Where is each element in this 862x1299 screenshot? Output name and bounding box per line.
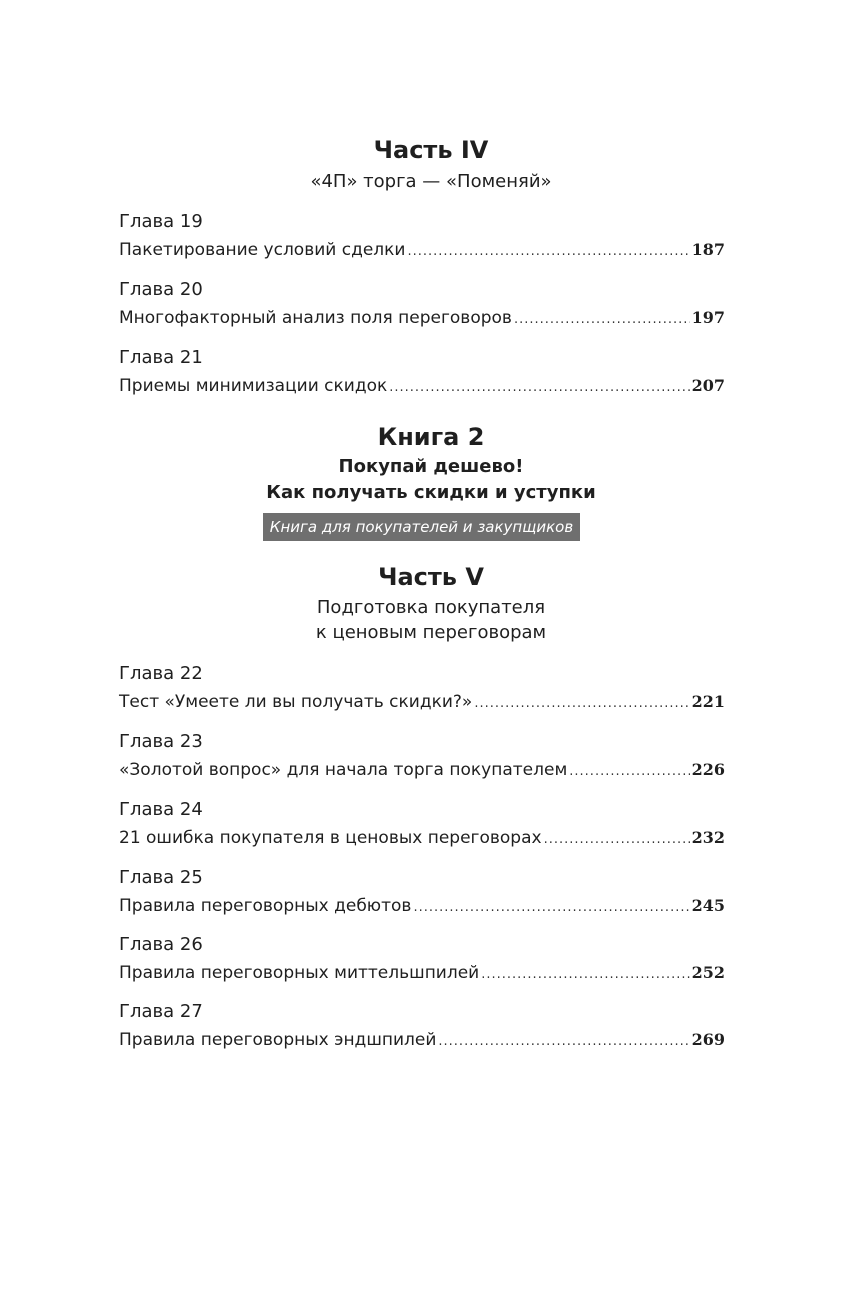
page-number: 252 — [691, 963, 725, 982]
dot-leader — [474, 693, 689, 715]
toc-entry — [119, 239, 725, 263]
page-number: 226 — [691, 760, 725, 779]
page-number: 207 — [691, 376, 725, 395]
toc-chapter-20[interactable] — [119, 279, 725, 331]
chapter-label: Глава 27 — [119, 1001, 203, 1022]
chapter-label: Глава 23 — [119, 731, 203, 752]
part-5-subtitle-line1: Подготовка покупателя — [316, 597, 546, 618]
toc-chapter-25[interactable] — [119, 867, 725, 919]
toc-entry — [119, 375, 725, 399]
chapter-title: Пакетирование условий сделки — [119, 240, 406, 260]
page-number: 232 — [691, 828, 725, 847]
chapter-title: Тест «Умеете ли вы получать скидки?» — [119, 692, 473, 712]
book-2-title: Книга 2 — [377, 423, 485, 451]
chapter-title: Многофакторный анализ поля переговоров — [119, 308, 512, 328]
toc-chapter-19[interactable] — [119, 211, 725, 263]
chapter-label: Глава 26 — [119, 934, 203, 955]
page-number: 197 — [691, 308, 725, 327]
book-2-subtitle-line1: Покупай дешево! — [338, 456, 524, 477]
toc-entry — [119, 691, 725, 715]
part-5-title: Часть V — [378, 563, 484, 591]
book-2-subtitle-line2: Как получать скидки и уступки — [266, 482, 596, 503]
dot-leader — [389, 377, 689, 399]
dot-leader — [407, 241, 689, 263]
toc-entry — [119, 827, 725, 851]
dot-leader — [544, 829, 690, 851]
toc-chapter-27[interactable] — [119, 1001, 725, 1053]
toc-chapter-23[interactable] — [119, 731, 725, 783]
chapter-label: Глава 22 — [119, 663, 203, 684]
page-number: 245 — [691, 896, 725, 915]
toc-chapter-26[interactable] — [119, 934, 725, 986]
toc-entry — [119, 895, 725, 919]
chapter-title: Правила переговорных дебютов — [119, 896, 412, 916]
page-number: 269 — [691, 1030, 725, 1049]
dot-leader — [438, 1031, 689, 1053]
part-5-subtitle-line2: к ценовым переговорам — [315, 622, 547, 643]
toc-entry — [119, 759, 725, 783]
chapter-label: Глава 19 — [119, 211, 203, 232]
toc-chapter-21[interactable] — [119, 347, 725, 399]
chapter-label: Глава 20 — [119, 279, 203, 300]
chapter-title: «Золотой вопрос» для начала торга покупателем — [119, 760, 568, 780]
part-4-subtitle: «4П» торга — «Поменяй» — [310, 171, 552, 192]
chapter-title: Правила переговорных миттельшпилей — [119, 963, 480, 983]
toc-chapter-24[interactable] — [119, 799, 725, 851]
chapter-title: Правила переговорных эндшпилей — [119, 1030, 437, 1050]
audience-badge-label: Книга для покупателей и закупщиков — [269, 518, 574, 536]
part-4-title: Часть IV — [373, 136, 489, 164]
page-number: 221 — [691, 692, 725, 711]
audience-badge — [263, 513, 580, 541]
toc-entry — [119, 1029, 725, 1053]
dot-leader — [413, 897, 689, 919]
chapter-title: Приемы минимизации скидок — [119, 376, 388, 396]
chapter-label: Глава 21 — [119, 347, 203, 368]
toc-entry — [119, 962, 725, 986]
chapter-label: Глава 24 — [119, 799, 203, 820]
dot-leader — [514, 309, 690, 331]
dot-leader — [569, 761, 689, 783]
page-number: 187 — [691, 240, 725, 259]
chapter-label: Глава 25 — [119, 867, 203, 888]
chapter-title: 21 ошибка покупателя в ценовых переговорах — [119, 828, 542, 848]
dot-leader — [481, 964, 689, 986]
toc-chapter-22[interactable] — [119, 663, 725, 715]
toc-entry — [119, 307, 725, 331]
